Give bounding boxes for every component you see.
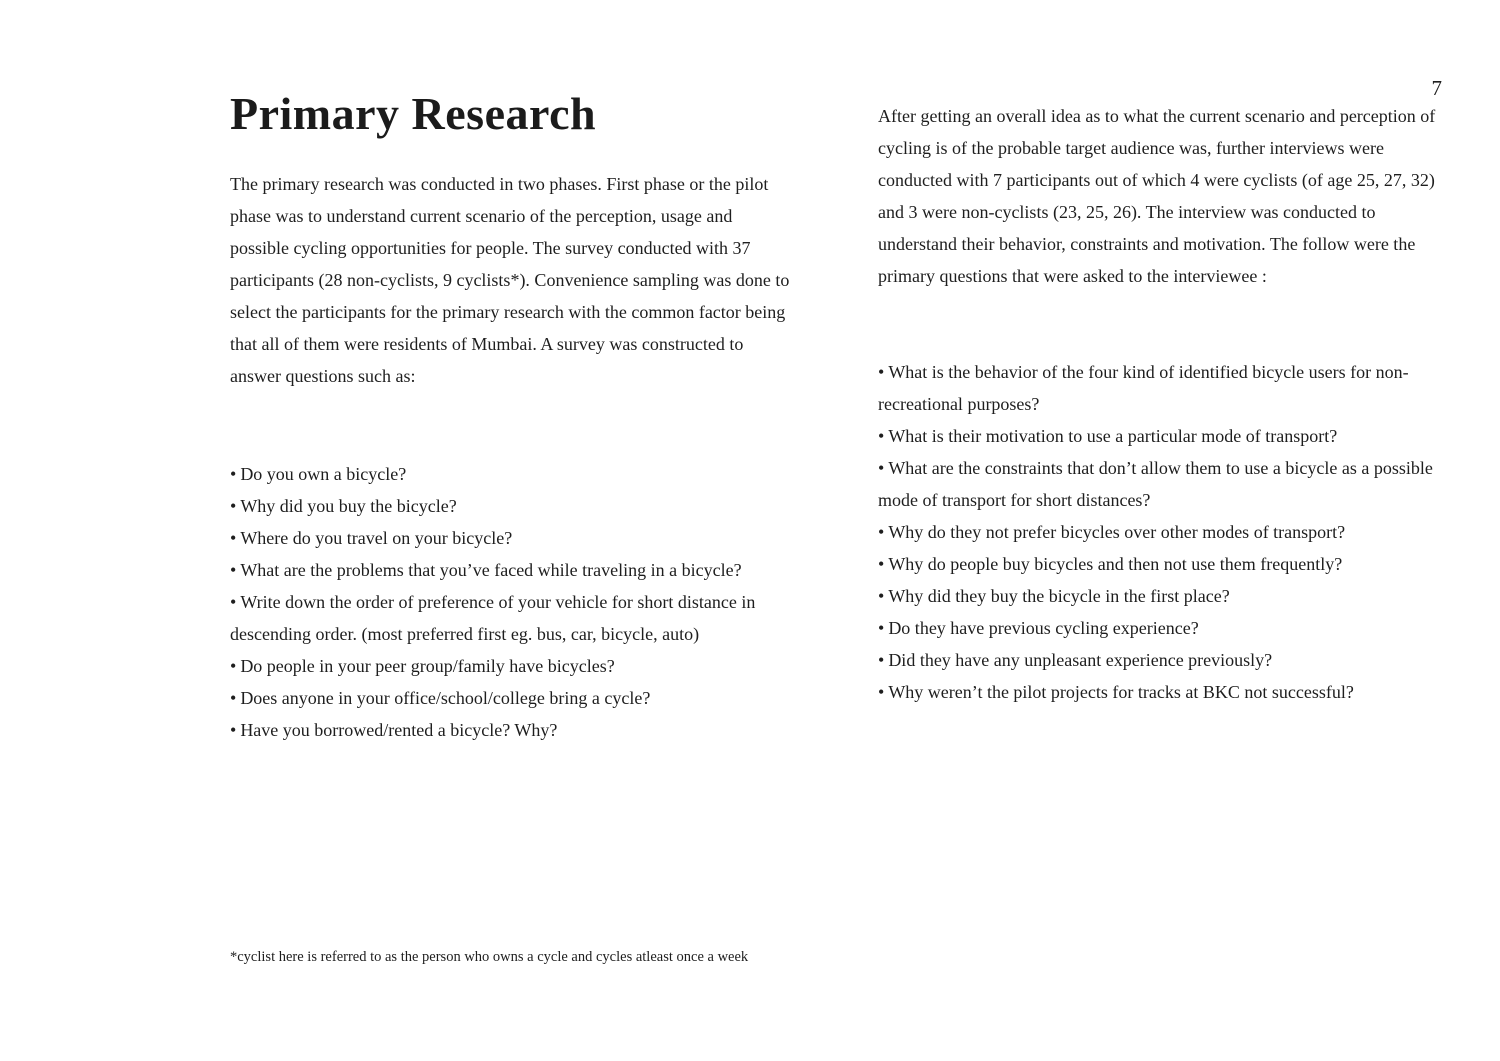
list-item [230,522,795,554]
question-text: What is their motivation to use a particular mode of transport? [888,426,1338,446]
question-text: Do you own a bicycle? [240,464,407,484]
list-item [230,554,795,586]
list-item [230,650,795,682]
question-text: Where do you travel on your bicycle? [240,528,513,548]
list-item [230,458,795,490]
question-text: Why do they not prefer bicycles over other modes of transport? [888,522,1346,542]
question-text: Why weren’t the pilot projects for tracks at BKC not successful? [888,682,1354,702]
bullet-marker: • [230,592,237,612]
bullet-marker: • [878,682,885,702]
bullet-marker: • [878,586,885,606]
question-text: Write down the order of preference of your vehicle for short distance in descending order. (most preferred first eg. bus, car, bicycle, auto) [230,592,756,644]
list-item [230,682,795,714]
bullet-marker: • [230,720,237,740]
bullet-marker: • [230,688,237,708]
bullet-marker: • [878,362,885,382]
bullet-marker: • [230,464,237,484]
list-item [878,612,1456,644]
list-item [878,580,1456,612]
question-text: Why did you buy the bicycle? [240,496,457,516]
question-text: What are the problems that you’ve faced while traveling in a bicycle? [240,560,742,580]
right-intro-paragraph: After getting an overall idea as to what the current scenario and perception of cycling is of the probable target audience was, further interviews were conducted with 7 participants out of which 4 were cyclists (of age 25, 27, 32) and 3 were non-cyclists (23, 25, 26). The interview was conducted to understand their behavior, constraints and motivation. The follow were the primary questions that were asked to the interviewee : [878,106,1436,286]
bullet-marker: • [878,618,885,638]
left-intro-paragraph: The primary research was conducted in two phases. First phase or the pilot phase was to understand current scenario of the perception, usage and possible cycling opportunities for people. The survey conducted with 37 participants (28 non-cyclists, 9 cyclists*). Convenience sampling was done to select the participants for the primary research with the common factor being that all of them were residents of Mumbai. A survey was constructed to answer questions such as: [230,174,790,386]
question-text: What is the behavior of the four kind of identified bicycle users for non-recreational purposes? [878,362,1409,414]
list-item [878,676,1456,708]
footnote: *cyclist here is referred to as the person who owns a cycle and cycles atleast once a week [230,949,749,965]
question-text: Do people in your peer group/family have bicycles? [240,656,615,676]
bullet-marker: • [230,560,237,580]
question-text: Do they have previous cycling experience? [888,618,1199,638]
question-text: Does anyone in your office/school/college bring a cycle? [240,688,651,708]
question-text: Why did they buy the bicycle in the first place? [888,586,1230,606]
bullet-marker: • [230,496,237,516]
bullet-marker: • [230,528,237,548]
survey-questions-list [230,458,795,746]
bullet-marker: • [878,554,885,574]
question-text: Have you borrowed/rented a bicycle? Why? [240,720,558,740]
bullet-marker: • [230,656,237,676]
question-text: What are the constraints that don’t allow them to use a bicycle as a possible mode of transport for short distances? [878,458,1433,510]
question-text: Did they have any unpleasant experience previously? [888,650,1273,670]
bullet-marker: • [878,458,885,478]
list-item [878,516,1456,548]
interview-questions-list [878,356,1456,708]
page-number: 7 [1431,76,1442,100]
list-item [878,356,1456,420]
list-item [878,644,1456,676]
list-item [878,452,1456,516]
bullet-marker: • [878,650,885,670]
list-item [878,548,1456,580]
list-item [230,714,795,746]
question-text: Why do people buy bicycles and then not use them frequently? [888,554,1343,574]
page-title: Primary Research [230,88,597,139]
list-item [230,586,795,650]
list-item [230,490,795,522]
bullet-marker: • [878,426,885,446]
bullet-marker: • [878,522,885,542]
list-item [878,420,1456,452]
